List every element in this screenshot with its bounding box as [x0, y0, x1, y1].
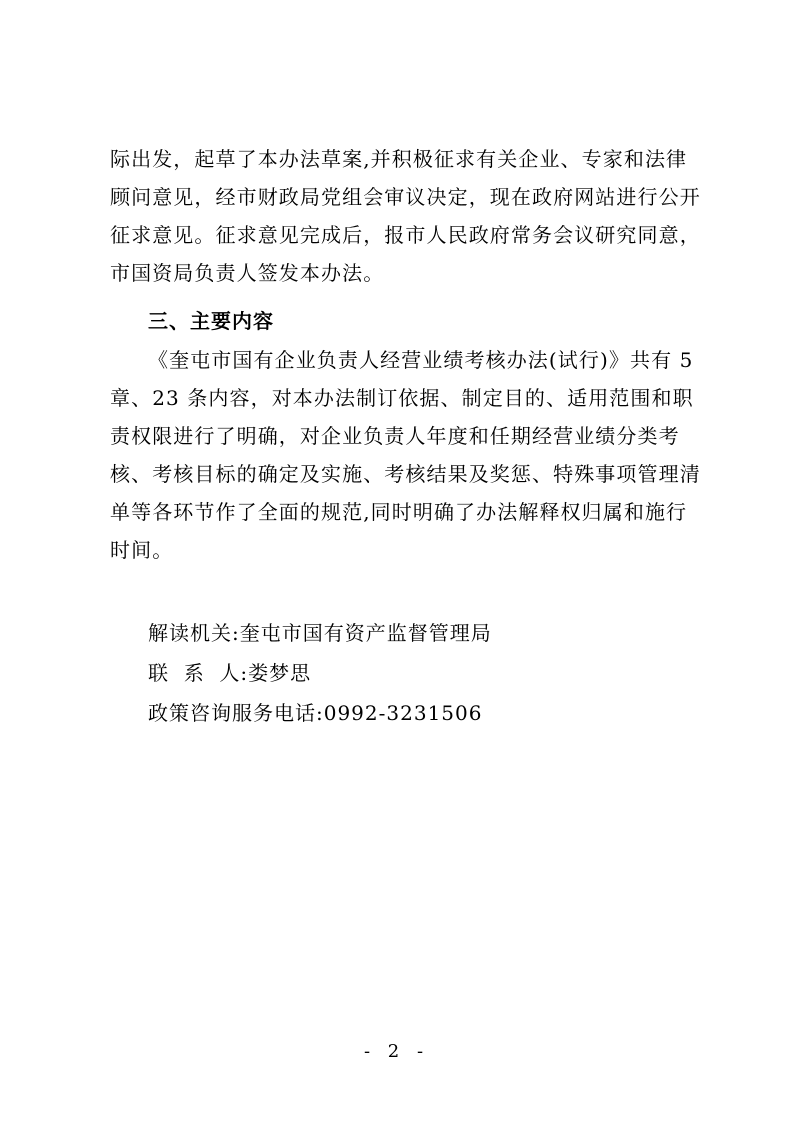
content-line-5: 单等各环节作了全面的规范,同时明确了办法解释权归属和施行 — [110, 500, 688, 524]
content-line-2: 章、23 条内容，对本办法制订依据、制定目的、适用范围和职 — [110, 386, 694, 410]
contact-person: 联 系 人:娄梦思 — [148, 661, 312, 685]
intro-line-3: 征求意见。征求意见完成后，报市人民政府常务会议研究同意， — [110, 223, 701, 247]
content-line-1: 《奎屯市国有企业负责人经营业绩考核办法(试行)》共有 5 — [148, 348, 694, 372]
intro-line-2: 顾问意见，经市财政局党组会审议决定，现在政府网站进行公开 — [110, 185, 701, 209]
interpreting-agency: 解读机关:奎屯市国有资产监督管理局 — [148, 621, 492, 645]
content-line-3: 责权限进行了明确，对企业负责人年度和任期经营业绩分类考 — [110, 424, 680, 448]
intro-line-4: 市国资局负责人签发本办法。 — [110, 261, 385, 285]
intro-line-1: 际出发，起草了本办法草案,并积极征求有关企业、专家和法律 — [110, 147, 688, 171]
content-line-6: 时间。 — [110, 538, 174, 562]
policy-phone: 政策咨询服务电话:0992-3231506 — [148, 701, 483, 725]
section-heading: 三、主要内容 — [148, 309, 274, 333]
page-number: - 2 - — [363, 1041, 430, 1062]
content-line-4: 核、考核目标的确定及实施、考核结果及奖惩、特殊事项管理清 — [110, 462, 701, 486]
